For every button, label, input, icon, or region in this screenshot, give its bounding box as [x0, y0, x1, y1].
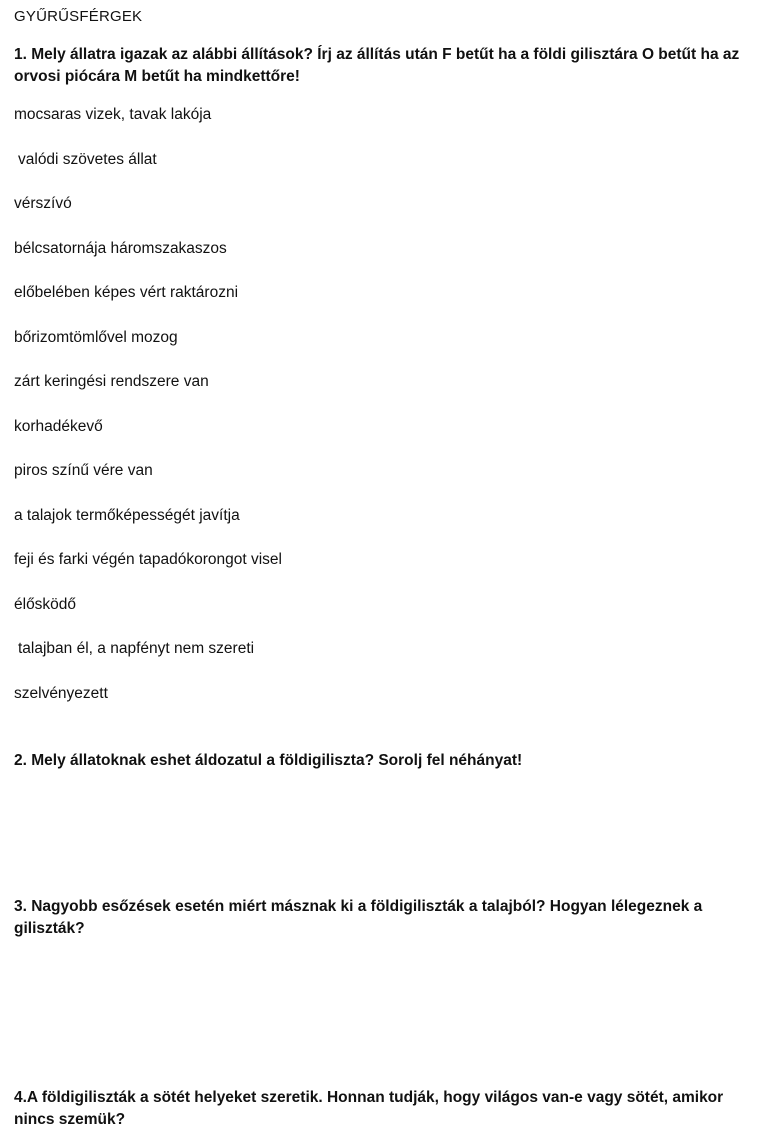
statement-item: bőrizomtömlővel mozog	[14, 328, 178, 346]
statement-item: szelvényezett	[14, 684, 108, 702]
statement-item: mocsaras vizek, tavak lakója	[14, 106, 212, 123]
question-1: 1. Mely állatra igazak az alábbi állítások? Írj az állítás után F betűt ha a földi gilisztára O betűt ha az orvosi piócára M betűt ha mindkettőre!	[14, 46, 740, 85]
statement-item: élősködő	[14, 595, 77, 613]
statement-item: a talajok termőképességét javítja	[14, 506, 240, 524]
statement-item: vérszívó	[14, 195, 72, 212]
statement-item: talajban él, a napfényt nem szereti	[18, 640, 255, 657]
statement-item: bélcsatornája háromszakaszos	[14, 239, 227, 257]
statement-item: előbelében képes vért raktározni	[14, 284, 239, 301]
question-3: 3. Nagyobb esőzések esetén miért másznak ki a földigiliszták a talajból? Hogyan lélegeznek a giliszták?	[14, 898, 703, 937]
statement-item: valódi szövetes állat	[18, 150, 157, 168]
statement-item: feji és farki végén tapadókorongot visel	[14, 551, 282, 568]
question-2: 2. Mely állatoknak eshet áldozatul a földigiliszta? Sorolj fel néhányat!	[14, 752, 523, 769]
statement-item: zárt keringési rendszere van	[14, 373, 209, 390]
statement-list	[14, 104, 282, 727]
statement-item: piros színű vére van	[14, 462, 153, 479]
worksheet-title: GYŰRŰSFÉRGEK	[14, 8, 143, 25]
question-4: 4.A földigiliszták a sötét helyeket szeretik. Honnan tudják, hogy világos van-e vagy sötét, amikor nincs szemük?	[14, 1089, 724, 1128]
statement-item: korhadékevő	[14, 417, 103, 435]
